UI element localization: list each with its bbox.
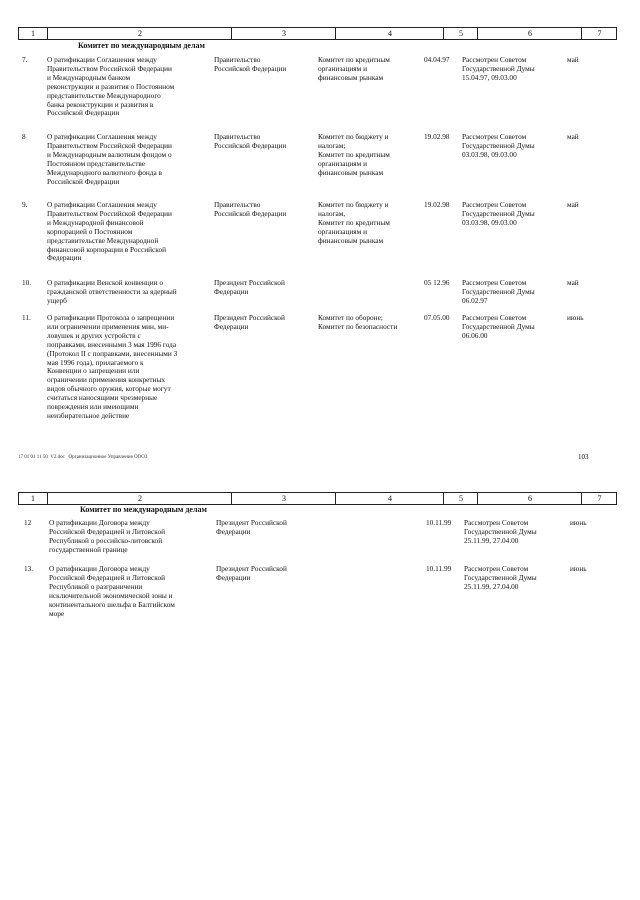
row-status: Рассмотрен Советом Государственной Думы 03.03.98, 09.03.00: [462, 200, 535, 227]
col-header-2: 2: [47, 28, 232, 39]
column-header-row: [18, 492, 617, 505]
row-number: 12: [24, 518, 32, 527]
col-header-7: 7: [581, 493, 617, 504]
row-number: 11.: [22, 313, 31, 322]
col-header-4: 4: [335, 493, 444, 504]
row-date: 05 12.96: [424, 278, 450, 287]
row-date: 10.11.99: [426, 518, 452, 527]
row-initiator: Президент Российской Федерации: [216, 518, 287, 536]
col-header-4: 4: [335, 28, 444, 39]
footer-doc-info: 17 01 01 11 50 V2.doc Организационное Управление ООО3: [18, 455, 148, 460]
col-header-3: 3: [231, 28, 336, 39]
row-title: О ратификации Договора между Российской Федерацией и Литовской Республикой о разграничении исключительной экономической зоны и континентального шельфа в Балтийском море: [49, 564, 175, 618]
row-month: май: [567, 200, 579, 209]
row-number: 8: [22, 132, 26, 141]
row-month: июнь: [570, 564, 587, 573]
row-initiator: Правительство Российской Федерации: [214, 200, 287, 218]
col-header-1: 1: [31, 494, 35, 503]
section-title: Комитет по международным делам: [78, 41, 205, 50]
col-header-2: 2: [47, 493, 232, 504]
row-committee: Комитет по кредитным организациям и финансовым рынкам: [318, 55, 390, 82]
row-title: О ратификации Протокола о запрещении или ограничении применения мин, ми- ловушек и других устройств с поправками, внесенными 3 мая 1996 года (Протокол II с поправками, внесенными 3 мая 1996 года), прилагаемого к Конвенции о запрещении или ограничении применения конкретных видов обычного оружия, которые могут считаться наносящими чрезмерные повреждения или имеющими неизбирательное действие: [47, 313, 178, 420]
row-title: О ратификации Соглашения между Правительством Российской Федерации и Международным банком реконструкции и развития о Постоянном представительстве Международного банка реконструкции и развития в Российской Федерации: [47, 55, 175, 118]
row-initiator: Президент Российской Федерации: [214, 278, 285, 296]
row-status: Рассмотрен Советом Государственной Думы 03.03.98, 09.03.00: [462, 132, 535, 159]
row-status: Рассмотрен Советом Государственной Думы 25.11.99, 27.04.00: [464, 518, 537, 545]
row-number: 9.: [22, 200, 28, 209]
row-month: май: [567, 278, 579, 287]
col-header-6: 6: [477, 493, 582, 504]
row-month: май: [567, 55, 579, 64]
row-committee: Комитет по обороне; Комитет по безопасности: [318, 313, 398, 331]
row-initiator: Президент Российской Федерации: [214, 313, 285, 331]
row-month: июнь: [570, 518, 587, 527]
column-header-row: [18, 27, 617, 40]
row-number: 13.: [24, 564, 34, 573]
row-committee: Комитет по бюджету и налогам; Комитет по кредитным организациям и финансовым рынкам: [318, 132, 390, 177]
row-initiator: Правительство Российской Федерации: [214, 132, 287, 150]
row-date: 04.04.97: [424, 55, 450, 64]
page-number: 103: [578, 453, 589, 461]
row-status: Рассмотрен Советом Государственной Думы 06.02.97: [462, 278, 535, 305]
col-header-3: 3: [231, 493, 336, 504]
row-initiator: Президент Российской Федерации: [216, 564, 287, 582]
row-title: О ратификации Соглашения между Правительством Российской Федерации и Международным валютным фондом о Постоянном представительстве Международного валютного фонда в Российской Федерации: [47, 132, 172, 186]
row-number: 10.: [22, 278, 32, 287]
col-header-5: 5: [443, 493, 478, 504]
row-initiator: Правительство Российской Федерации: [214, 55, 287, 73]
row-number: 7.: [22, 55, 28, 64]
row-status: Рассмотрен Советом Государственной Думы 06.06.00: [462, 313, 535, 340]
col-header-7: 7: [581, 28, 617, 39]
row-date: 10.11.99: [426, 564, 452, 573]
row-title: О ратификации Договора между Российской Федерацией и Литовской Республикой о российско-литовской государственной границе: [49, 518, 166, 554]
row-committee: Комитет по бюджету и налогам, Комитет по кредитным организациям и финансовым рынкам: [318, 200, 390, 245]
col-header-1: 1: [31, 29, 35, 38]
row-month: май: [567, 132, 579, 141]
col-header-6: 6: [477, 28, 582, 39]
row-month: июнь: [567, 313, 584, 322]
section-title: Комитет по международным делам: [80, 505, 207, 514]
row-status: Рассмотрен Советом Государственной Думы 25.11.99, 27.04.00: [464, 564, 537, 591]
row-date: 19.02.98: [424, 200, 450, 209]
row-title: О ратификации Соглашения между Правительством Российской Федерации и Международной финансовой корпорацией о Постоянном представительстве Международной финансовой корпорации в Российской Федерации: [47, 200, 172, 263]
row-date: 07.05.00: [424, 313, 450, 322]
row-date: 19.02.98: [424, 132, 450, 141]
row-status: Рассмотрен Советом Государственной Думы 15.04.97, 09.03.00: [462, 55, 535, 82]
col-header-5: 5: [443, 28, 478, 39]
row-title: О ратификации Венской конвенции о гражданской ответственности за ядерный ущерб: [47, 278, 177, 305]
